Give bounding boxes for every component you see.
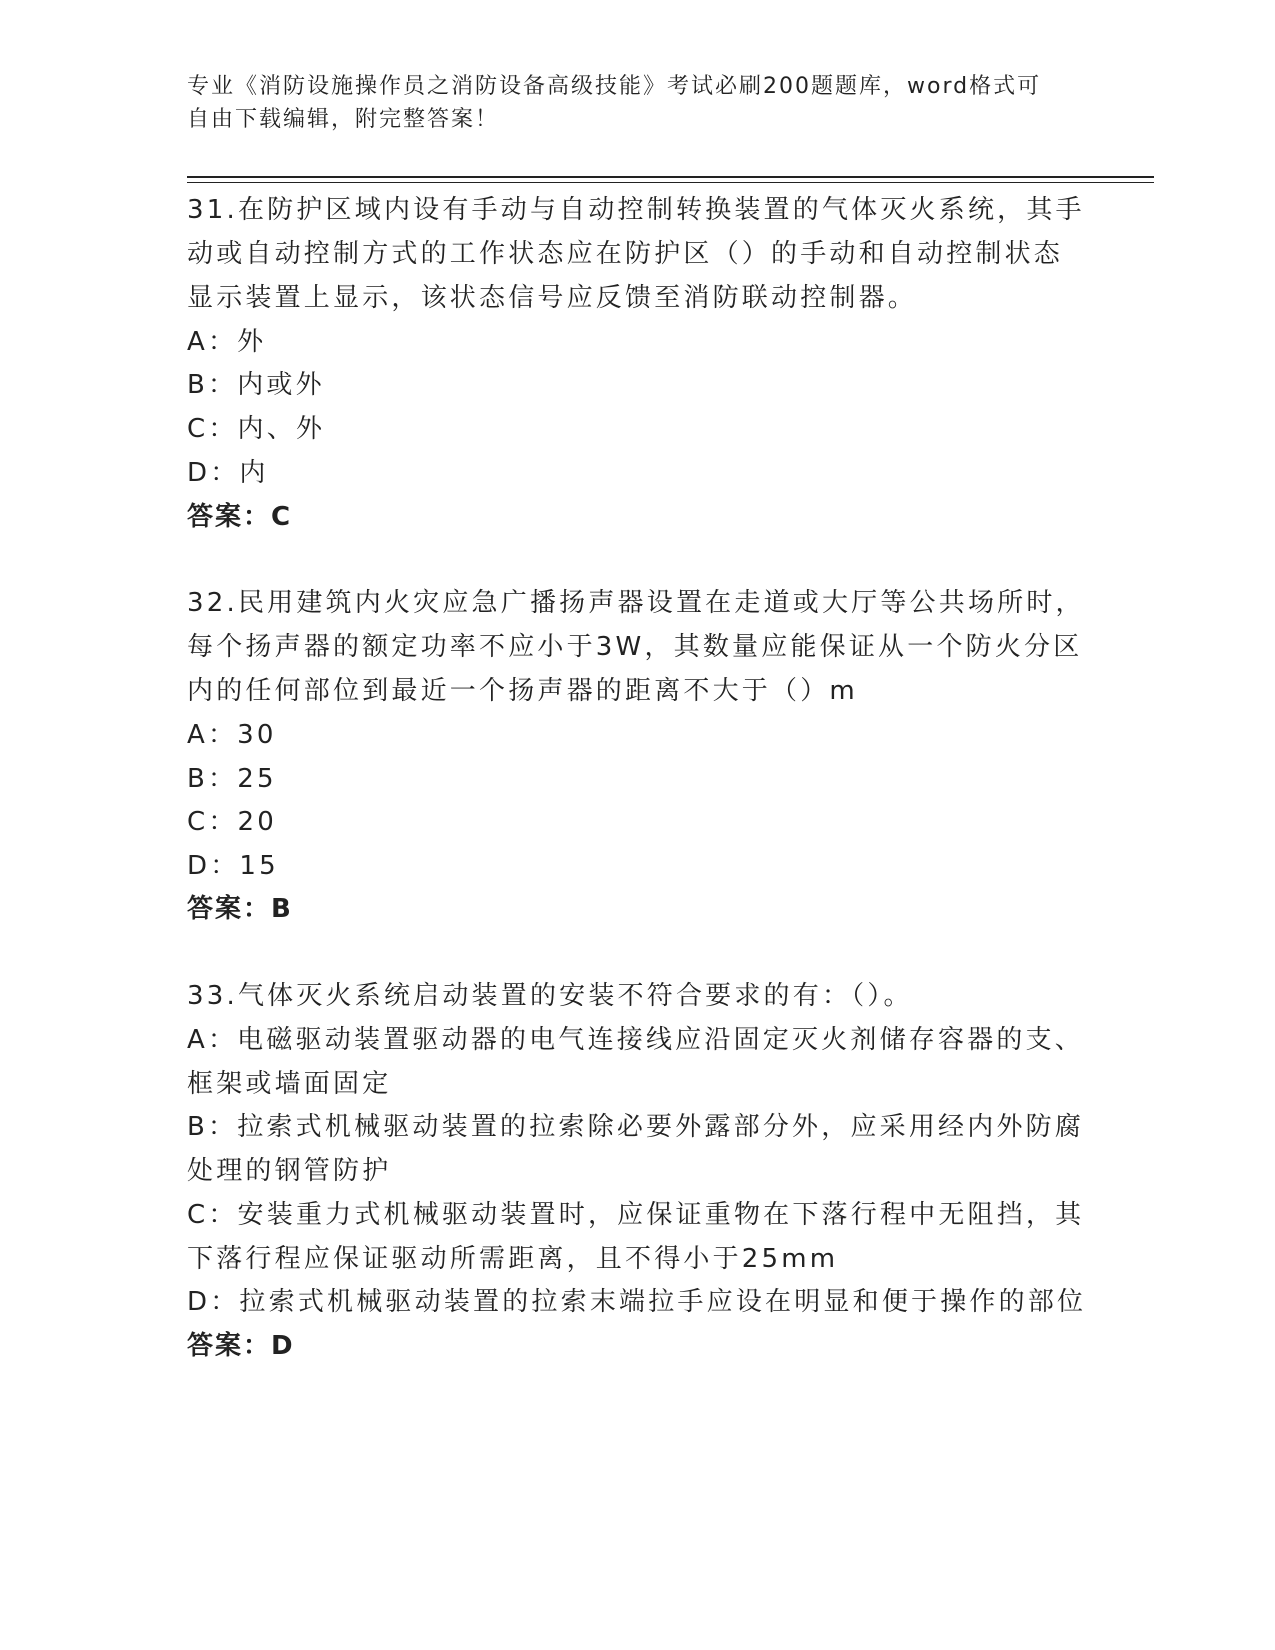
option-d: D：内 [187,458,269,488]
answer: 答案：C [187,502,293,532]
option-d: D：拉索式机械驱动装置的拉索末端拉手应设在明显和便于操作的部位 [187,1287,1087,1317]
option-b: B：拉索式机械驱动装置的拉索除必要外露部分外，应采用经内外防腐 [187,1112,1085,1142]
question-stem-line: 31.在防护区域内设有手动与自动控制转换装置的气体灭火系统，其手 [187,195,1085,225]
header-line-2: 自由下载编辑，附完整答案！ [187,107,500,132]
header-divider-thick [187,176,1154,178]
option-b-continued: 处理的钢管防护 [187,1156,392,1186]
document-header [187,70,1087,136]
option-a-continued: 框架或墙面固定 [187,1069,392,1099]
question-stem-line: 动或自动控制方式的工作状态应在防护区（）的手动和自动控制状态 [187,239,1064,269]
question-stem-line: 内的任何部位到最近一个扬声器的距离不大于（）m [187,676,858,706]
answer: 答案：B [187,894,293,924]
question-stem-line: 每个扬声器的额定功率不应小于3W，其数量应能保证从一个防火分区 [187,632,1083,662]
option-c: C：20 [187,807,278,837]
option-c: C：安装重力式机械驱动装置时，应保证重物在下落行程中无阻挡，其 [187,1200,1085,1230]
question-stem-line: 33.气体灭火系统启动装置的安装不符合要求的有：（）。 [187,981,913,1011]
header-divider-thin [187,182,1154,183]
question-stem-line: 显示装置上显示，该状态信号应反馈至消防联动控制器。 [187,283,918,313]
answer: 答案：D [187,1331,295,1361]
option-a: A：30 [187,720,277,750]
option-a: A：外 [187,327,267,357]
option-b: B：25 [187,764,277,794]
option-b: B：内或外 [187,370,325,400]
option-d: D：15 [187,851,279,881]
header-line-1: 专业《消防设施操作员之消防设备高级技能》考试必刷200题题库，word格式可 [187,74,1042,99]
option-c-continued: 下落行程应保证驱动所需距离，且不得小于25mm [187,1244,839,1274]
question-stem-line: 32.民用建筑内火灾应急广播扬声器设置在走道或大厅等公共场所时， [187,588,1085,618]
option-c: C：内、外 [187,414,326,444]
option-a: A：电磁驱动装置驱动器的电气连接线应沿固定灭火剂储存容器的支、 [187,1025,1084,1055]
